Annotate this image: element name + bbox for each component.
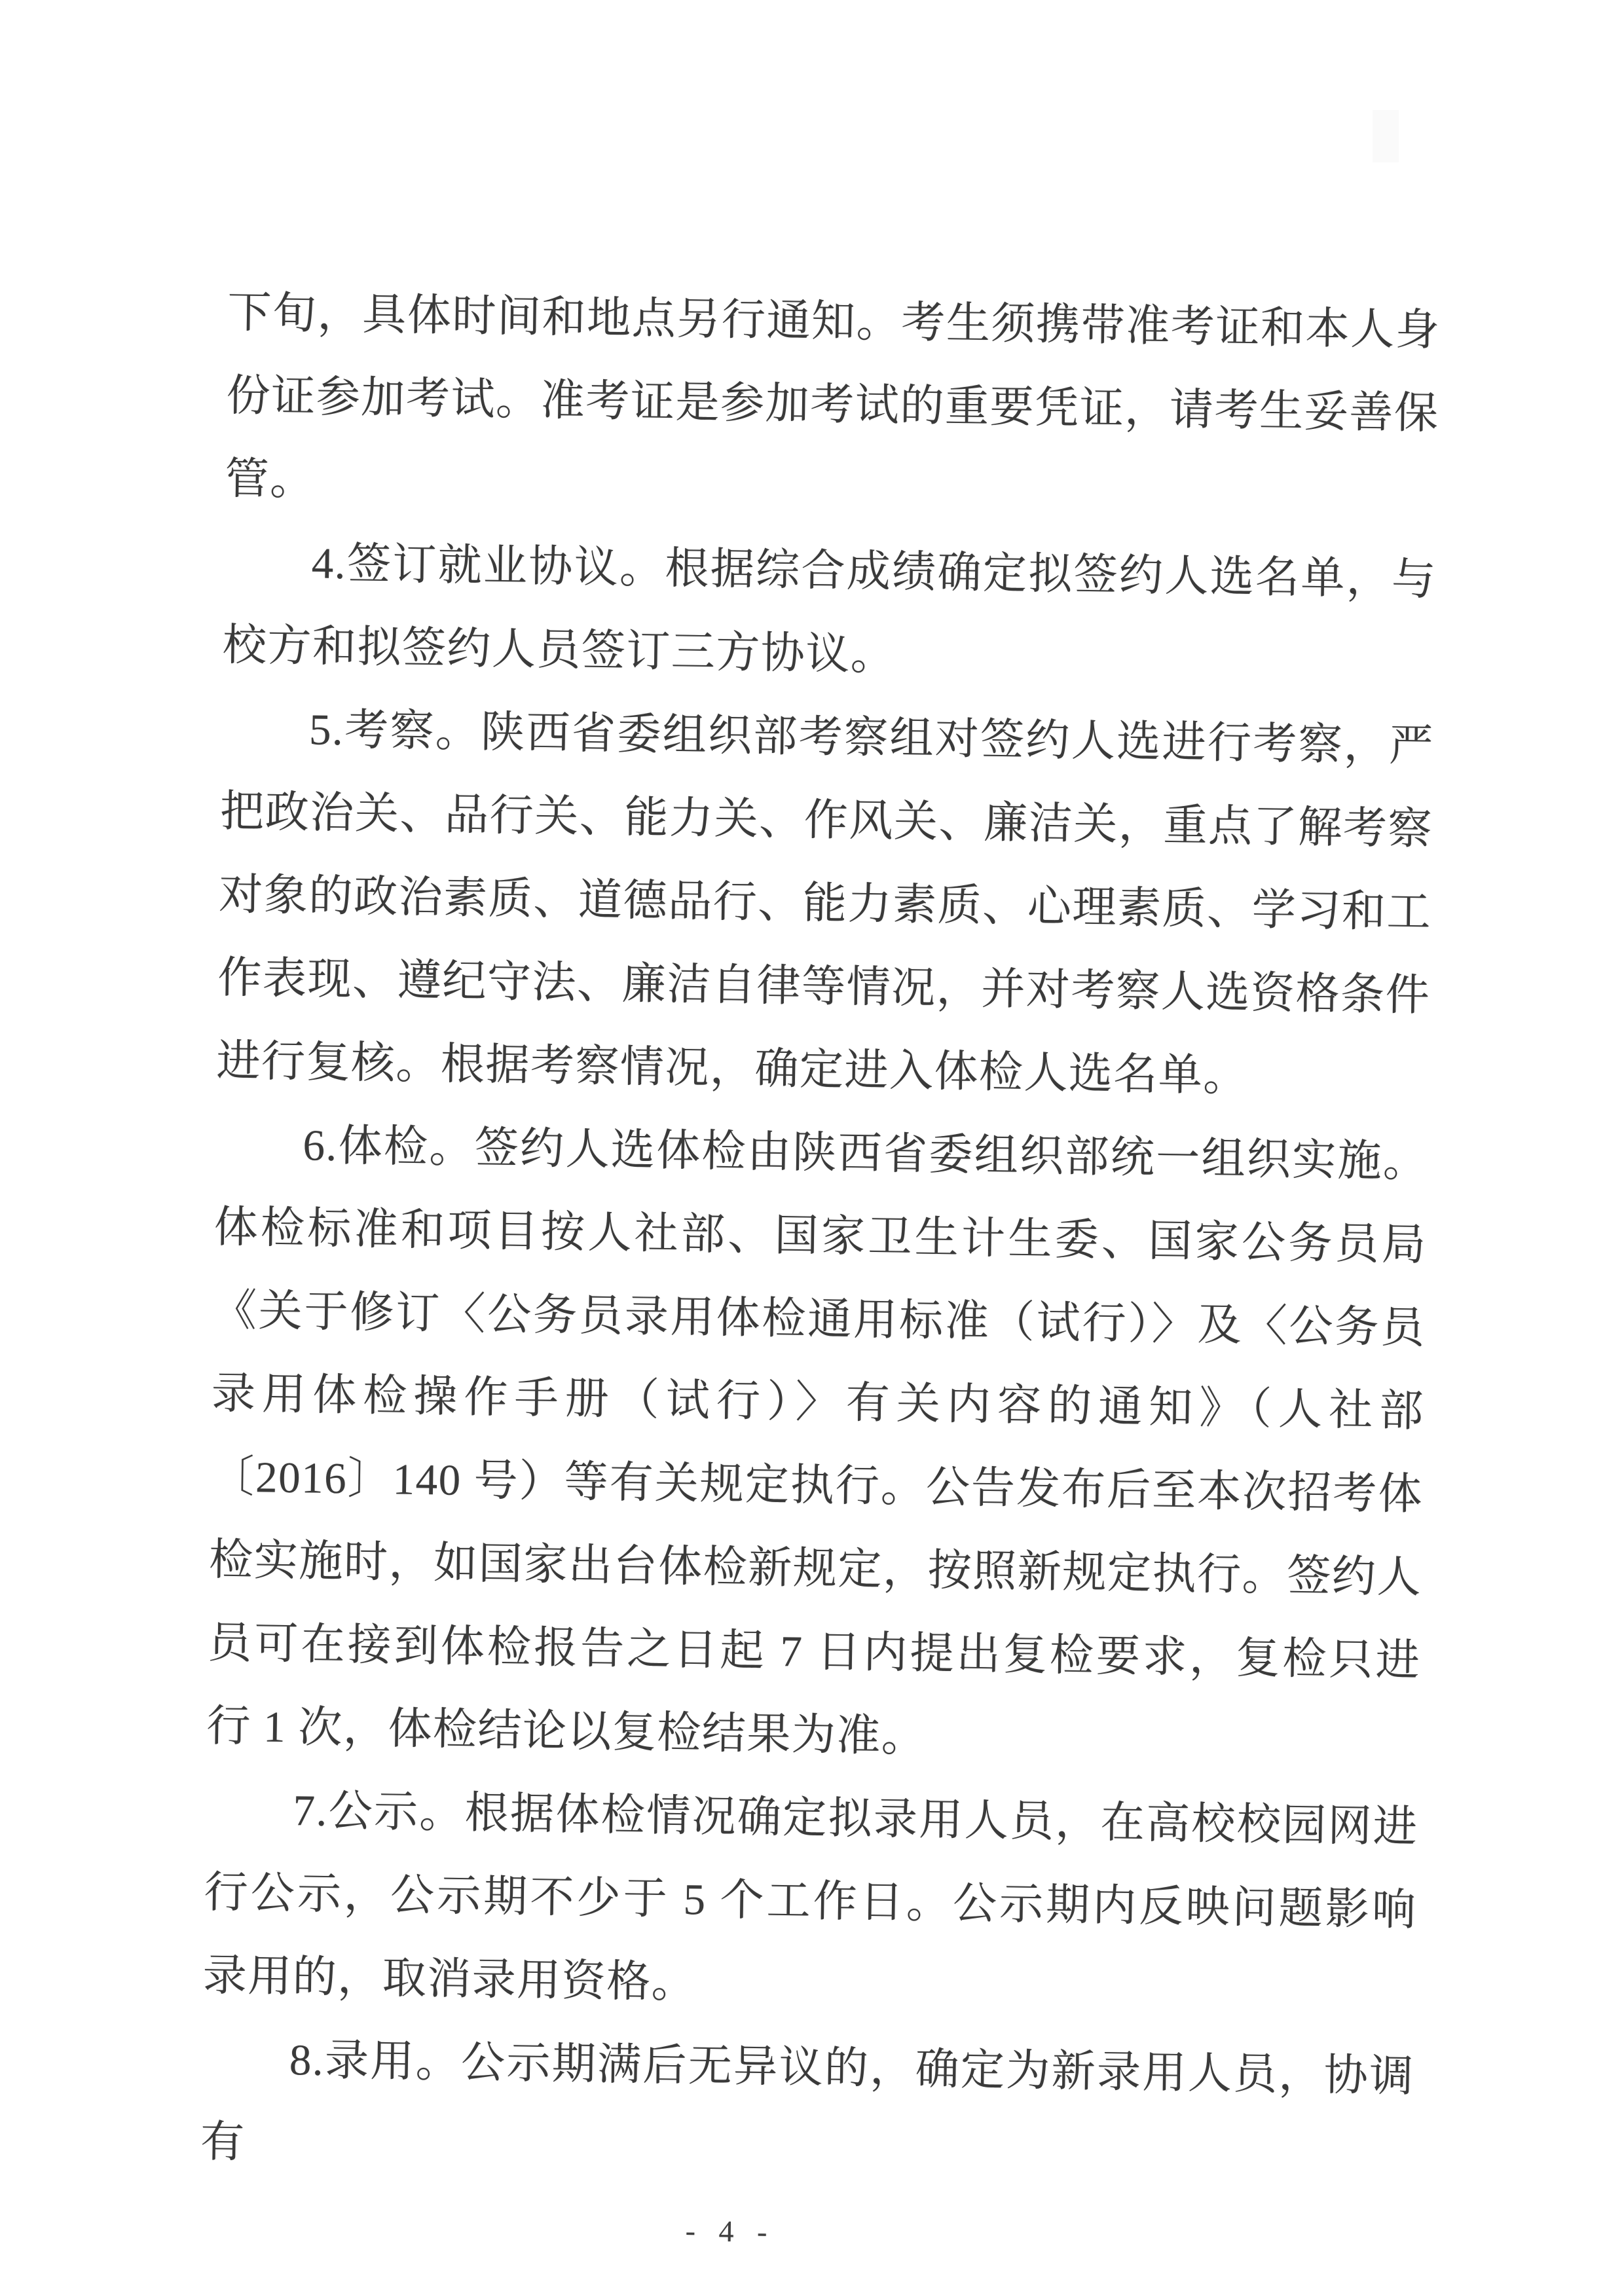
- scan-artifact: [1373, 110, 1399, 162]
- paragraph-6-physical-examination: 6.体检。签约人选体检由陕西省委组织部统一组织实施。体检标准和项目按人社部、国家卫生计生委、国家公务员局《关于修订〈公务员录用体检通用标准（试行）〉及〈公务员录用体检操作手册（试行）〉有关内容的通知》（人社部〔2016〕140 号）等有关规定执行。公告发布后至本次招考体检实施时，如国家出台体检新规定，按照新规定执行。签约人员可在接到体检报告之日起 7 日内提出复检要求，复检只进行 1 次，体检结论以复检结果为准。: [206, 1121, 1428, 1761]
- page-number: - 4 -: [685, 2214, 769, 2249]
- paragraph-4-sign-employment-agreement: 4.签订就业协议。根据综合成绩确定拟签约人选名单，与校方和拟签约人员签订三方协议。: [222, 539, 1437, 680]
- paragraph-8-employment: 8.录用。公示期满后无异议的，确定为新录用人员，协调有: [200, 2036, 1415, 2167]
- document-body: [199, 271, 1441, 2259]
- paragraph-exam-notice-continued: 下旬，具体时间和地点另行通知。考生须携带准考证和本人身份证参加考试。准考证是参加考试的重要凭证，请考生妥善保管。: [225, 288, 1441, 505]
- paragraph-5-inspection: 5.考察。陕西省委组织部考察组对签约人选进行考察，严把政治关、品行关、能力关、作风关、廉洁关，重点了解考察对象的政治素质、道德品行、能力素质、心理素质、学习和工作表现、遵纪守法、廉洁自律等情况，并对考察人选资格条件进行复核。根据考察情况，确定进入体检人选名单。: [215, 705, 1435, 1101]
- paragraph-7-public-notice: 7.公示。根据体检情况确定拟录用人员，在高校校园网进行公示，公示期不少于 5 个工作日。公示期内反映问题影响录用的，取消录用资格。: [202, 1786, 1418, 2008]
